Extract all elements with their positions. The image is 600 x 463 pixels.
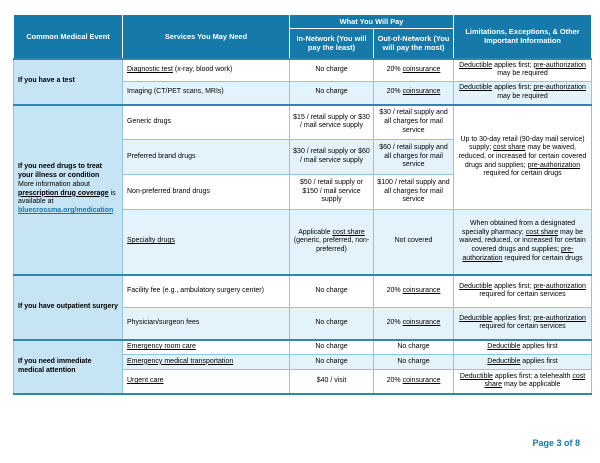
out-of-network-cell [374,370,454,394]
table-row [14,59,592,82]
in-network-cell [290,275,374,308]
column-header-out-of-network: Out-of-Network (You will pay the most) [374,29,454,59]
glossary-term-link[interactable]: Emergency medical transportation [127,357,234,365]
glossary-term-link[interactable]: pre-authorization [527,161,581,169]
column-header-common-medical-event: Common Medical Event [14,15,123,59]
column-header-limitations: Limitations, Exceptions, & Other Important Information [454,15,592,59]
text-segment: required for certain services [479,323,566,331]
text-segment: applies first; [492,282,534,290]
text-segment: may be applicable [502,381,561,389]
glossary-term-link[interactable]: Deductible [459,282,493,290]
glossary-term-link[interactable]: coinsurance [402,88,441,96]
out-of-network-cell [374,105,454,140]
text-segment: may be waived, reduced, or increased for certain covered drugs and supplies; [459,228,586,254]
glossary-term-link[interactable]: pre-authorization [533,314,586,322]
text-segment: Imaging (CT/PET scans, MRIs) [127,88,224,96]
glossary-term-link[interactable]: cost share [493,144,526,152]
glossary-term-link[interactable]: pre-authorization [462,246,574,262]
glossary-term-link[interactable]: Deductible [459,314,493,322]
service-cell [123,175,290,210]
text-segment: If you need immediate medical attention [18,357,92,374]
limitations-cell [454,370,592,394]
text-segment: If you have outpatient surgery [18,302,118,310]
text-segment: $30 / retail supply and all charges for mail service [379,109,448,134]
text-segment: No charge [315,286,348,294]
limitations-cell [454,82,592,105]
table-row [14,105,592,140]
service-cell [123,105,290,140]
out-of-network-cell [374,275,454,308]
glossary-term-link[interactable]: prescription drug coverage [18,189,109,197]
text-segment: No charge [315,88,348,96]
text-segment: required for certain drugs [502,254,583,262]
glossary-term-link[interactable]: cost share [484,372,586,389]
text-segment: (x-ray, blood work) [172,65,233,73]
text-segment: 20% [386,376,403,384]
glossary-term-link[interactable]: Deductible [487,342,521,350]
limitations-cell [454,59,592,82]
text-segment: Up to 30-day retail (90-day mail service) supply; [460,135,585,152]
out-of-network-cell [374,59,454,82]
benefits-table [13,14,592,395]
glossary-term-link[interactable]: coinsurance [402,318,441,326]
text-segment: Preferred brand drugs [127,152,196,160]
text-segment: $60 / retail supply and all charges for mail service [379,144,448,169]
in-network-cell [290,59,374,82]
text-segment: No charge [315,357,348,365]
glossary-term-link[interactable]: cost share [332,228,365,236]
service-cell [123,82,290,105]
text-segment: No charge [397,357,430,365]
page-number: Page 3 of 8 [532,438,580,448]
glossary-term-link[interactable]: pre-authorization [533,61,586,69]
glossary-term-link[interactable]: cost share [525,228,559,236]
text-segment: No charge [315,318,348,326]
medical-event-cell-immediate-attention [14,340,123,394]
glossary-term-link[interactable]: Deductible [459,61,493,69]
text-segment: No charge [315,65,348,73]
text-segment: Physician/surgeon fees [127,318,200,326]
text-segment: 20% [386,65,403,73]
in-network-cell [290,355,374,370]
text-segment: (generic, preferred, non-preferred) [293,237,370,254]
medical-event-cell-test [14,59,123,105]
text-segment: is available at [18,189,116,206]
glossary-term-link[interactable]: Emergency room care [127,342,196,350]
in-network-cell [290,308,374,340]
glossary-term-link[interactable]: Specialty drugs [127,237,175,245]
glossary-term-link[interactable]: pre-authorization [533,282,586,290]
text-segment: $15 / retail supply or $30 / mail service supply [293,113,370,130]
text-segment: applies first; [492,314,534,322]
in-network-cell [290,175,374,210]
out-of-network-cell [374,82,454,105]
text-segment: required for certain services [479,291,566,299]
glossary-term-link[interactable]: Deductible [487,357,521,365]
limitations-cell [454,105,592,210]
text-segment: $30 / retail supply or $60 / mail service supply [293,148,370,164]
table-row [14,340,592,355]
text-segment: When obtained from a designated specialty pharmacy; [461,220,576,236]
text-segment: Non-preferred brand drugs [127,187,210,195]
limitations-cell [454,210,592,275]
text-segment: applies first; [492,84,534,92]
out-of-network-cell [374,355,454,370]
in-network-cell [290,140,374,175]
text-segment: 20% [386,286,403,294]
text-segment: may be required [497,92,548,100]
glossary-term-link[interactable]: pre-authorization [533,84,586,92]
text-segment: applies first; a telehealth [492,372,573,380]
service-cell [123,59,290,82]
text-segment: applies first [520,342,558,350]
out-of-network-cell [374,308,454,340]
out-of-network-cell [374,140,454,175]
text-segment: $40 / visit [316,376,347,384]
text-segment: may be waived, reduced, or increased for certain covered drugs and supplies; [458,144,587,169]
in-network-cell [290,340,374,355]
hyperlink[interactable]: bluecrossma.org/medication [18,207,114,214]
text-segment: may be required [497,70,548,78]
in-network-cell [290,370,374,394]
limitations-cell [454,340,592,355]
text-segment: Generic drugs [127,117,171,125]
in-network-cell [290,105,374,140]
glossary-term-link[interactable]: Diagnostic test [127,65,173,73]
text-segment: Not covered [394,237,433,245]
service-cell [123,308,290,340]
out-of-network-cell [374,210,454,275]
limitations-cell [454,275,592,308]
out-of-network-cell [374,340,454,355]
limitations-cell [454,308,592,340]
text-segment: Applicable [298,228,333,236]
text-segment: 20% [386,88,403,96]
text-segment: If you need drugs to treat your illness or condition [18,163,103,179]
service-cell [123,370,290,394]
glossary-term-link[interactable]: Deductible [459,84,493,92]
text-segment: applies first; [492,61,534,69]
glossary-term-link[interactable]: coinsurance [402,376,441,384]
glossary-term-link[interactable]: Urgent care [127,376,164,384]
medical-event-cell-outpatient-surgery [14,275,123,340]
service-cell [123,140,290,175]
limitations-cell [454,355,592,370]
service-cell [123,340,290,355]
text-segment: No charge [315,342,348,350]
service-cell [123,355,290,370]
in-network-cell [290,82,374,105]
text-segment: 20% [386,318,403,326]
text-segment: applies first [520,357,558,365]
text-segment: Facility fee (e.g., ambulatory surgery center) [127,286,264,294]
glossary-term-link[interactable]: Deductible [459,372,493,380]
column-header-in-network: In-Network (You will pay the least) [290,29,374,59]
text-segment: If you have a test [18,77,75,85]
column-header-what-you-will-pay: What You Will Pay [290,15,454,29]
medical-event-cell-drugs [14,105,123,275]
in-network-cell [290,210,374,275]
service-cell [123,275,290,308]
service-cell [123,210,290,275]
text-segment: $100 / retail supply and all charges for mail service [377,179,450,204]
text-segment: required for certain drugs [483,170,562,178]
text-segment: No charge [397,342,430,350]
text-segment: $50 / retail supply or $150 / mail service supply [299,179,364,204]
text-segment: More information about [18,180,90,188]
column-header-services-you-may-need: Services You May Need [123,15,290,59]
glossary-term-link[interactable]: coinsurance [402,286,441,294]
out-of-network-cell [374,175,454,210]
table-row [14,275,592,308]
glossary-term-link[interactable]: coinsurance [402,65,441,73]
